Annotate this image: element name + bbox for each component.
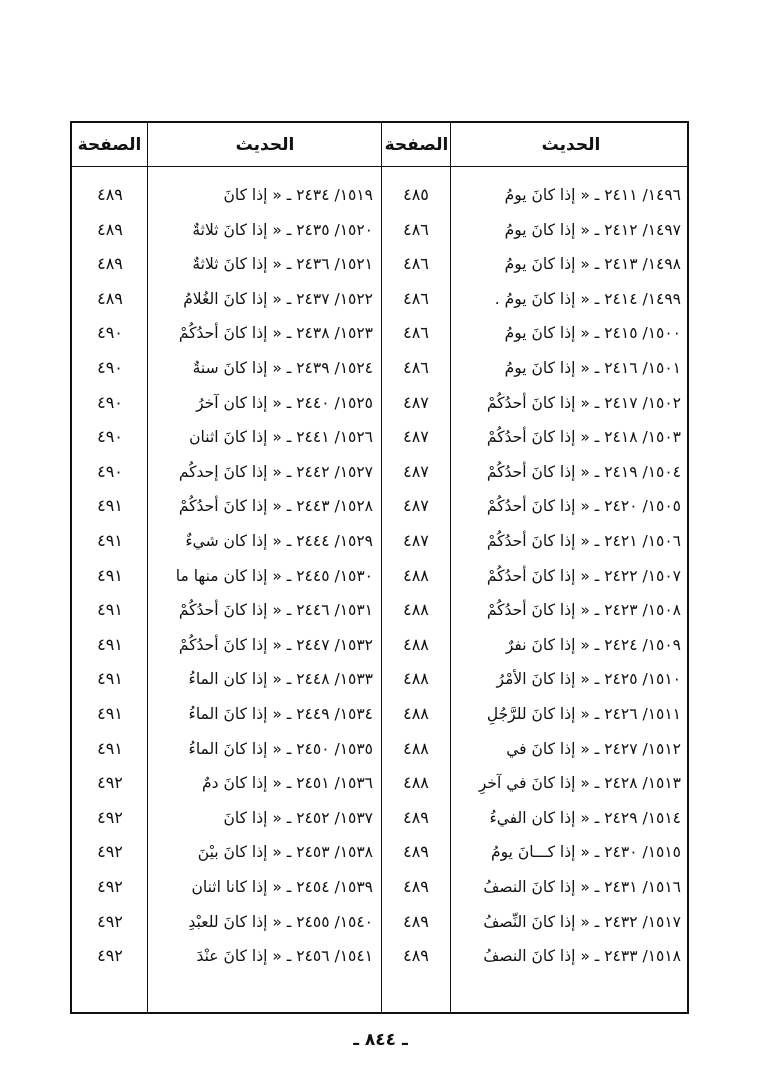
hadith-entry: ١٥٢٢/ ٢٤٣٧ ـ « إذا كانَ الغُلامُ (183, 289, 373, 308)
page-ref: ٤٨٦ (403, 323, 429, 343)
hadith-entry: ١٥٤٠/ ٢٤٥٥ ـ « إذا كانَ للعبْدِ (188, 912, 373, 931)
page-ref: ٤٩٠ (97, 323, 123, 343)
hadith-entry: ١٥٣٩/ ٢٤٥٤ ـ « إذا كانا اثنان (191, 878, 373, 896)
hadith-entry: ١٥٣٠/ ٢٤٤٥ ـ « إذا كان منها ما (175, 566, 373, 585)
hadith-entry: ١٥١١/ ٢٤٢٦ ـ « إذا كانَ للرَّجُلِ (486, 705, 681, 723)
hadith-entry: ١٥٠٠/ ٢٤١٥ ـ « إذا كانَ يومُ (504, 324, 681, 343)
page-ref: ٤٨٨ (403, 773, 429, 793)
hadith-entry: ١٥٣٥/ ٢٤٥٠ ـ « إذا كانَ الماءُ (188, 739, 373, 758)
page-ref: ٤٨٨ (403, 634, 429, 654)
page-ref: ٤٨٩ (97, 185, 123, 204)
page-ref: ٤٩٢ (97, 807, 123, 827)
page-ref: ٤٩١ (97, 565, 123, 585)
page-ref: ٤٨٧ (403, 496, 429, 516)
hadith-entry: ١٥٠٧/ ٢٤٢٢ ـ « إذا كانَ أحدُكُمْ (486, 566, 681, 585)
index-table (70, 121, 689, 1014)
page-ref: ٤٩١ (97, 496, 123, 516)
hadith-entry: ١٥٠١/ ٢٤١٦ ـ « إذا كانَ يومُ (504, 359, 681, 377)
hadith-entry: ١٥٠٩/ ٢٤٢٤ ـ « إذا كانَ نفرٌ (505, 635, 681, 654)
hadith-entry: ١٥١٠/ ٢٤٢٥ ـ « إذا كانَ الأمْرُ (496, 670, 681, 689)
hadith-entry: ١٥٣٤/ ٢٤٤٩ ـ « إذا كانَ الماءُ (188, 705, 373, 723)
hadith-entry: ١٤٩٨/ ٢٤١٣ ـ « إذا كانَ يومُ (504, 255, 681, 274)
page-ref: ٤٨٨ (403, 669, 429, 689)
hadith-entry: ١٥٢٠/ ٢٤٣٥ ـ « إذا كانَ ثلاثةٌ (192, 220, 373, 239)
hadith-entry: ١٤٩٦/ ٢٤١١ ـ « إذا كانَ يومُ (504, 186, 681, 204)
hadith-entry: ١٥٣٦/ ٢٤٥١ ـ « إذا كانَ دمٌ (202, 774, 373, 793)
page-ref: ٤٩١ (97, 669, 123, 689)
page-ref: ٤٩٢ (97, 842, 123, 862)
page-ref: ٤٩٢ (97, 946, 123, 966)
page-ref: ٤٨٧ (403, 427, 429, 447)
hadith-entry: ١٥٢٧/ ٢٤٤٢ ـ « إذا كانَ إحدكُم (178, 462, 373, 481)
hadith-entry: ١٥١٧/ ٢٤٣٢ ـ « إذا كانَ النِّصفُ (483, 912, 681, 931)
hadith-entry: ١٥١٢/ ٢٤٢٧ ـ « إذا كانَ في (506, 739, 681, 758)
page-ref: ٤٨٩ (403, 911, 429, 931)
hadith-entry: ١٤٩٧/ ٢٤١٢ ـ « إذا كانَ يومُ (504, 220, 681, 239)
hadith-entry: ١٥١٤/ ٢٤٢٩ ـ « إذا كان الفيءُ (489, 808, 681, 827)
page-ref: ٤٩٠ (97, 392, 123, 412)
column-divider (147, 123, 148, 1012)
page-ref: ٤٨٧ (403, 392, 429, 412)
column-divider (450, 123, 451, 1012)
page-ref: ٤٩٢ (97, 911, 123, 931)
hadith-entry: ١٥٠٦/ ٢٤٢١ ـ « إذا كانَ أحدُكُمْ (486, 532, 681, 550)
hadith-entry: ١٥٣٢/ ٢٤٤٧ ـ « إذا كانَ أحدُكُمْ (178, 635, 373, 654)
right-hadith-header: الحديث (541, 135, 601, 155)
header-divider (72, 166, 687, 167)
hadith-entry: ١٥٢٦/ ٢٤٤١ ـ « إذا كانَ اثنان (189, 428, 373, 447)
page-ref: ٤٨٨ (403, 704, 429, 723)
hadith-entry: ١٥١٦/ ٢٤٣١ ـ « إذا كانَ النصفُ (483, 878, 681, 896)
page-ref: ٤٨٦ (403, 288, 429, 308)
page-ref: ٤٨٩ (97, 254, 123, 274)
page-ref: ٤٨٩ (97, 288, 123, 308)
hadith-entry: ١٥١٨/ ٢٤٣٣ ـ « إذا كانَ النصفُ (483, 947, 681, 966)
hadith-entry: ١٥٢٨/ ٢٤٤٣ ـ « إذا كانَ أحدُكُمْ (178, 497, 373, 516)
page-ref: ٤٨٨ (403, 565, 429, 585)
hadith-entry: ١٥٢٤/ ٢٤٣٩ ـ « إذا كانَ سنةٌ (192, 359, 373, 377)
hadith-entry: ١٥٤١/ ٢٤٥٦ ـ « إذا كانَ عنْدَ (196, 947, 373, 966)
page-ref: ٤٨٦ (403, 254, 429, 274)
page-ref: ٤٩٢ (97, 877, 123, 896)
hadith-entry: ١٥٣٧/ ٢٤٥٢ ـ « إذا كانَ (223, 808, 373, 827)
page-ref: ٤٨٩ (403, 842, 429, 862)
hadith-entry: ١٥٣٨/ ٢٤٥٣ ـ « إذا كانَ بيْنَ (197, 843, 373, 862)
hadith-entry: ١٥٠٥/ ٢٤٢٠ ـ « إذا كانَ أحدُكُمْ (486, 497, 681, 516)
page-ref: ٤٩٢ (97, 773, 123, 793)
page-ref: ٤٨٨ (403, 600, 429, 620)
hadith-entry: ١٥٠٨/ ٢٤٢٣ ـ « إذا كانَ أحدُكُمْ (486, 601, 681, 620)
right-page-header: الصفحة (384, 135, 449, 155)
page-ref: ٤٨٨ (403, 738, 429, 758)
hadith-entry: ١٥١٥/ ٢٤٣٠ ـ « إذا كـــانَ يومُ (491, 843, 681, 862)
page-ref: ٤٩١ (97, 531, 123, 550)
page-ref: ٤٨٦ (403, 358, 429, 377)
page-ref: ٤٨٩ (403, 877, 429, 896)
left-hadith-header: الحديث (235, 135, 295, 155)
page-ref: ٤٩١ (97, 738, 123, 758)
hadith-entry: ١٥٣١/ ٢٤٤٦ ـ « إذا كانَ أحدُكُمْ (178, 601, 373, 620)
hadith-entry: ١٥٢٣/ ٢٤٣٨ ـ « إذا كانَ أحدُكُمْ (178, 324, 373, 343)
hadith-entry: ١٥٠٤/ ٢٤١٩ ـ « إذا كانَ أحدُكُمْ (486, 462, 681, 481)
page-ref: ٤٩١ (97, 634, 123, 654)
hadith-entry: ١٥٢٩/ ٢٤٤٤ ـ « إذا كان شيءٌ (185, 532, 373, 550)
column-divider (381, 123, 382, 1012)
hadith-entry: ١٤٩٩/ ٢٤١٤ ـ « إذا كانَ يومُ . (494, 289, 681, 308)
page-ref: ٤٩١ (97, 600, 123, 620)
hadith-entry: ١٥١٣/ ٢٤٢٨ ـ « إذا كانَ في آخرِ (478, 774, 681, 793)
hadith-entry: ١٥١٩/ ٢٤٣٤ ـ « إذا كانَ (223, 186, 373, 204)
page-ref: ٤٨٩ (97, 219, 123, 239)
page-ref: ٤٨٦ (403, 219, 429, 239)
hadith-entry: ١٥٠٢/ ٢٤١٧ ـ « إذا كانَ أحدُكُمْ (486, 393, 681, 412)
hadith-entry: ١٥٠٣/ ٢٤١٨ ـ « إذا كانَ أحدُكُمْ (486, 428, 681, 447)
page-ref: ٤٩٠ (97, 358, 123, 377)
hadith-entry: ١٥٢١/ ٢٤٣٦ ـ « إذا كانَ ثلاثةٌ (192, 255, 373, 274)
page-number: ـ ٨٤٤ ـ (353, 1030, 408, 1050)
page-ref: ٤٩١ (97, 704, 123, 723)
hadith-entry: ١٥٣٣/ ٢٤٤٨ ـ « إذا كان الماءُ (188, 670, 373, 689)
page-ref: ٤٩٠ (97, 427, 123, 447)
page-ref: ٤٨٥ (403, 185, 429, 204)
page-ref: ٤٩٠ (97, 461, 123, 481)
left-page-header: الصفحة (77, 135, 142, 155)
page-ref: ٤٨٩ (403, 946, 429, 966)
page-ref: ٤٨٧ (403, 531, 429, 550)
page-ref: ٤٨٩ (403, 807, 429, 827)
page-ref: ٤٨٧ (403, 461, 429, 481)
hadith-entry: ١٥٢٥/ ٢٤٤٠ ـ « إذا كان آخرُ (196, 393, 373, 412)
